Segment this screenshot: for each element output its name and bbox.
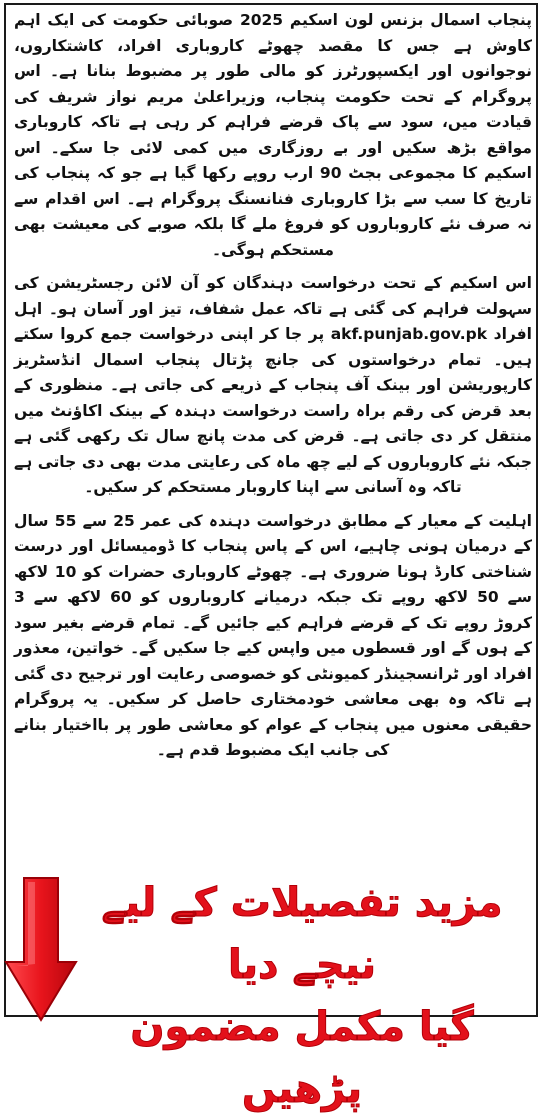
read-more-line-2[interactable]: گیا مکمل مضمون پڑھیں [130,1004,474,1112]
article-paragraph-1: پنجاب اسمال بزنس لون اسکیم 2025 صوبائی حکومت کی ایک اہم کاوش ہے جس کا مقصد چھوٹے کاروباری افراد، کاشتکاروں، نوجوانوں اور ایکسپورٹرز کو مالی طور پر مضبوط بنانا ہے۔ اس پروگرام کے تحت حکومت پنجاب، وزیراعلیٰ مریم نواز شریف کی قیادت میں، سود سے پاک قرضے فراہم کر رہی ہے تاکہ کاروباری مواقع بڑھ سکیں اور بے روزگاری میں کمی لائی جا سکے۔ اس اسکیم کا مجموعی بجٹ 90 ارب روپے رکھا گیا ہے جو کہ پنجاب کی تاریخ کا سب سے بڑا کاروباری فنانسنگ پروگرام ہے۔ اس اقدام سے نہ صرف نئے کاروباروں کو فروغ ملے گا بلکہ صوبے کی معیشت بھی مستحکم ہوگی۔ [14,11,532,259]
read-more-line-1[interactable]: مزید تفصیلات کے لیے نیچے دیا [101,880,503,988]
read-more-text[interactable] [72,872,532,1120]
article-body [14,8,532,770]
down-arrow-icon [2,874,80,1024]
article-paragraph-2: اس اسکیم کے تحت درخواست دہندگان کو آن لائن رجسٹریشن کی سہولت فراہم کی گئی ہے تاکہ عمل شفاف، تیز اور آسان ہو۔ اہل افراد akf.punjab.gov.pk پر جا کر اپنی درخواست جمع کروا سکتے ہیں۔ تمام درخواستوں کی جانچ پڑتال پنجاب اسمال انڈسٹریز کارپوریشن اور بینک آف پنجاب کے ذریعے کی جاتی ہے۔ منظوری کے بعد قرض کی رقم براہ راست درخواست دہندہ کے بینک اکاؤنٹ میں منتقل کر دی جاتی ہے۔ قرض کی مدت پانچ سال تک رکھی گئی ہے جبکہ نئے کاروباروں کے لیے چھ ماہ کی رعایتی مدت بھی دی جاتی ہے تاکہ وہ آسانی سے اپنا کاروبار مستحکم کر سکیں۔ [14,274,532,496]
article-paragraph-3: اہلیت کے معیار کے مطابق درخواست دہندہ کی عمر 25 سے 55 سال کے درمیان ہونی چاہیے، اس کے پاس پنجاب کا ڈومیسائل اور درست شناختی کارڈ ہونا ضروری ہے۔ چھوٹے کاروباری حضرات کو 10 لاکھ سے 50 لاکھ روپے تک جبکہ درمیانے کاروباروں کو 60 لاکھ سے 3 کروڑ روپے تک کے قرضے فراہم کیے جائیں گے۔ تمام قرضے بغیر سود کے ہوں گے اور قسطوں میں واپس کیے جا سکیں گے۔ خواتین، معذور افراد اور ٹرانسجینڈر کمیونٹی کو خصوصی رعایت اور ترجیح دی گئی ہے تاکہ وہ بھی معاشی خودمختاری حاصل کر سکیں۔ یہ پروگرام حقیقی معنوں میں پنجاب کے عوام کو معاشی طور پر بااختیار بنانے کی جانب ایک مضبوط قدم ہے۔ [14,511,532,759]
read-more-banner[interactable] [0,862,546,1112]
